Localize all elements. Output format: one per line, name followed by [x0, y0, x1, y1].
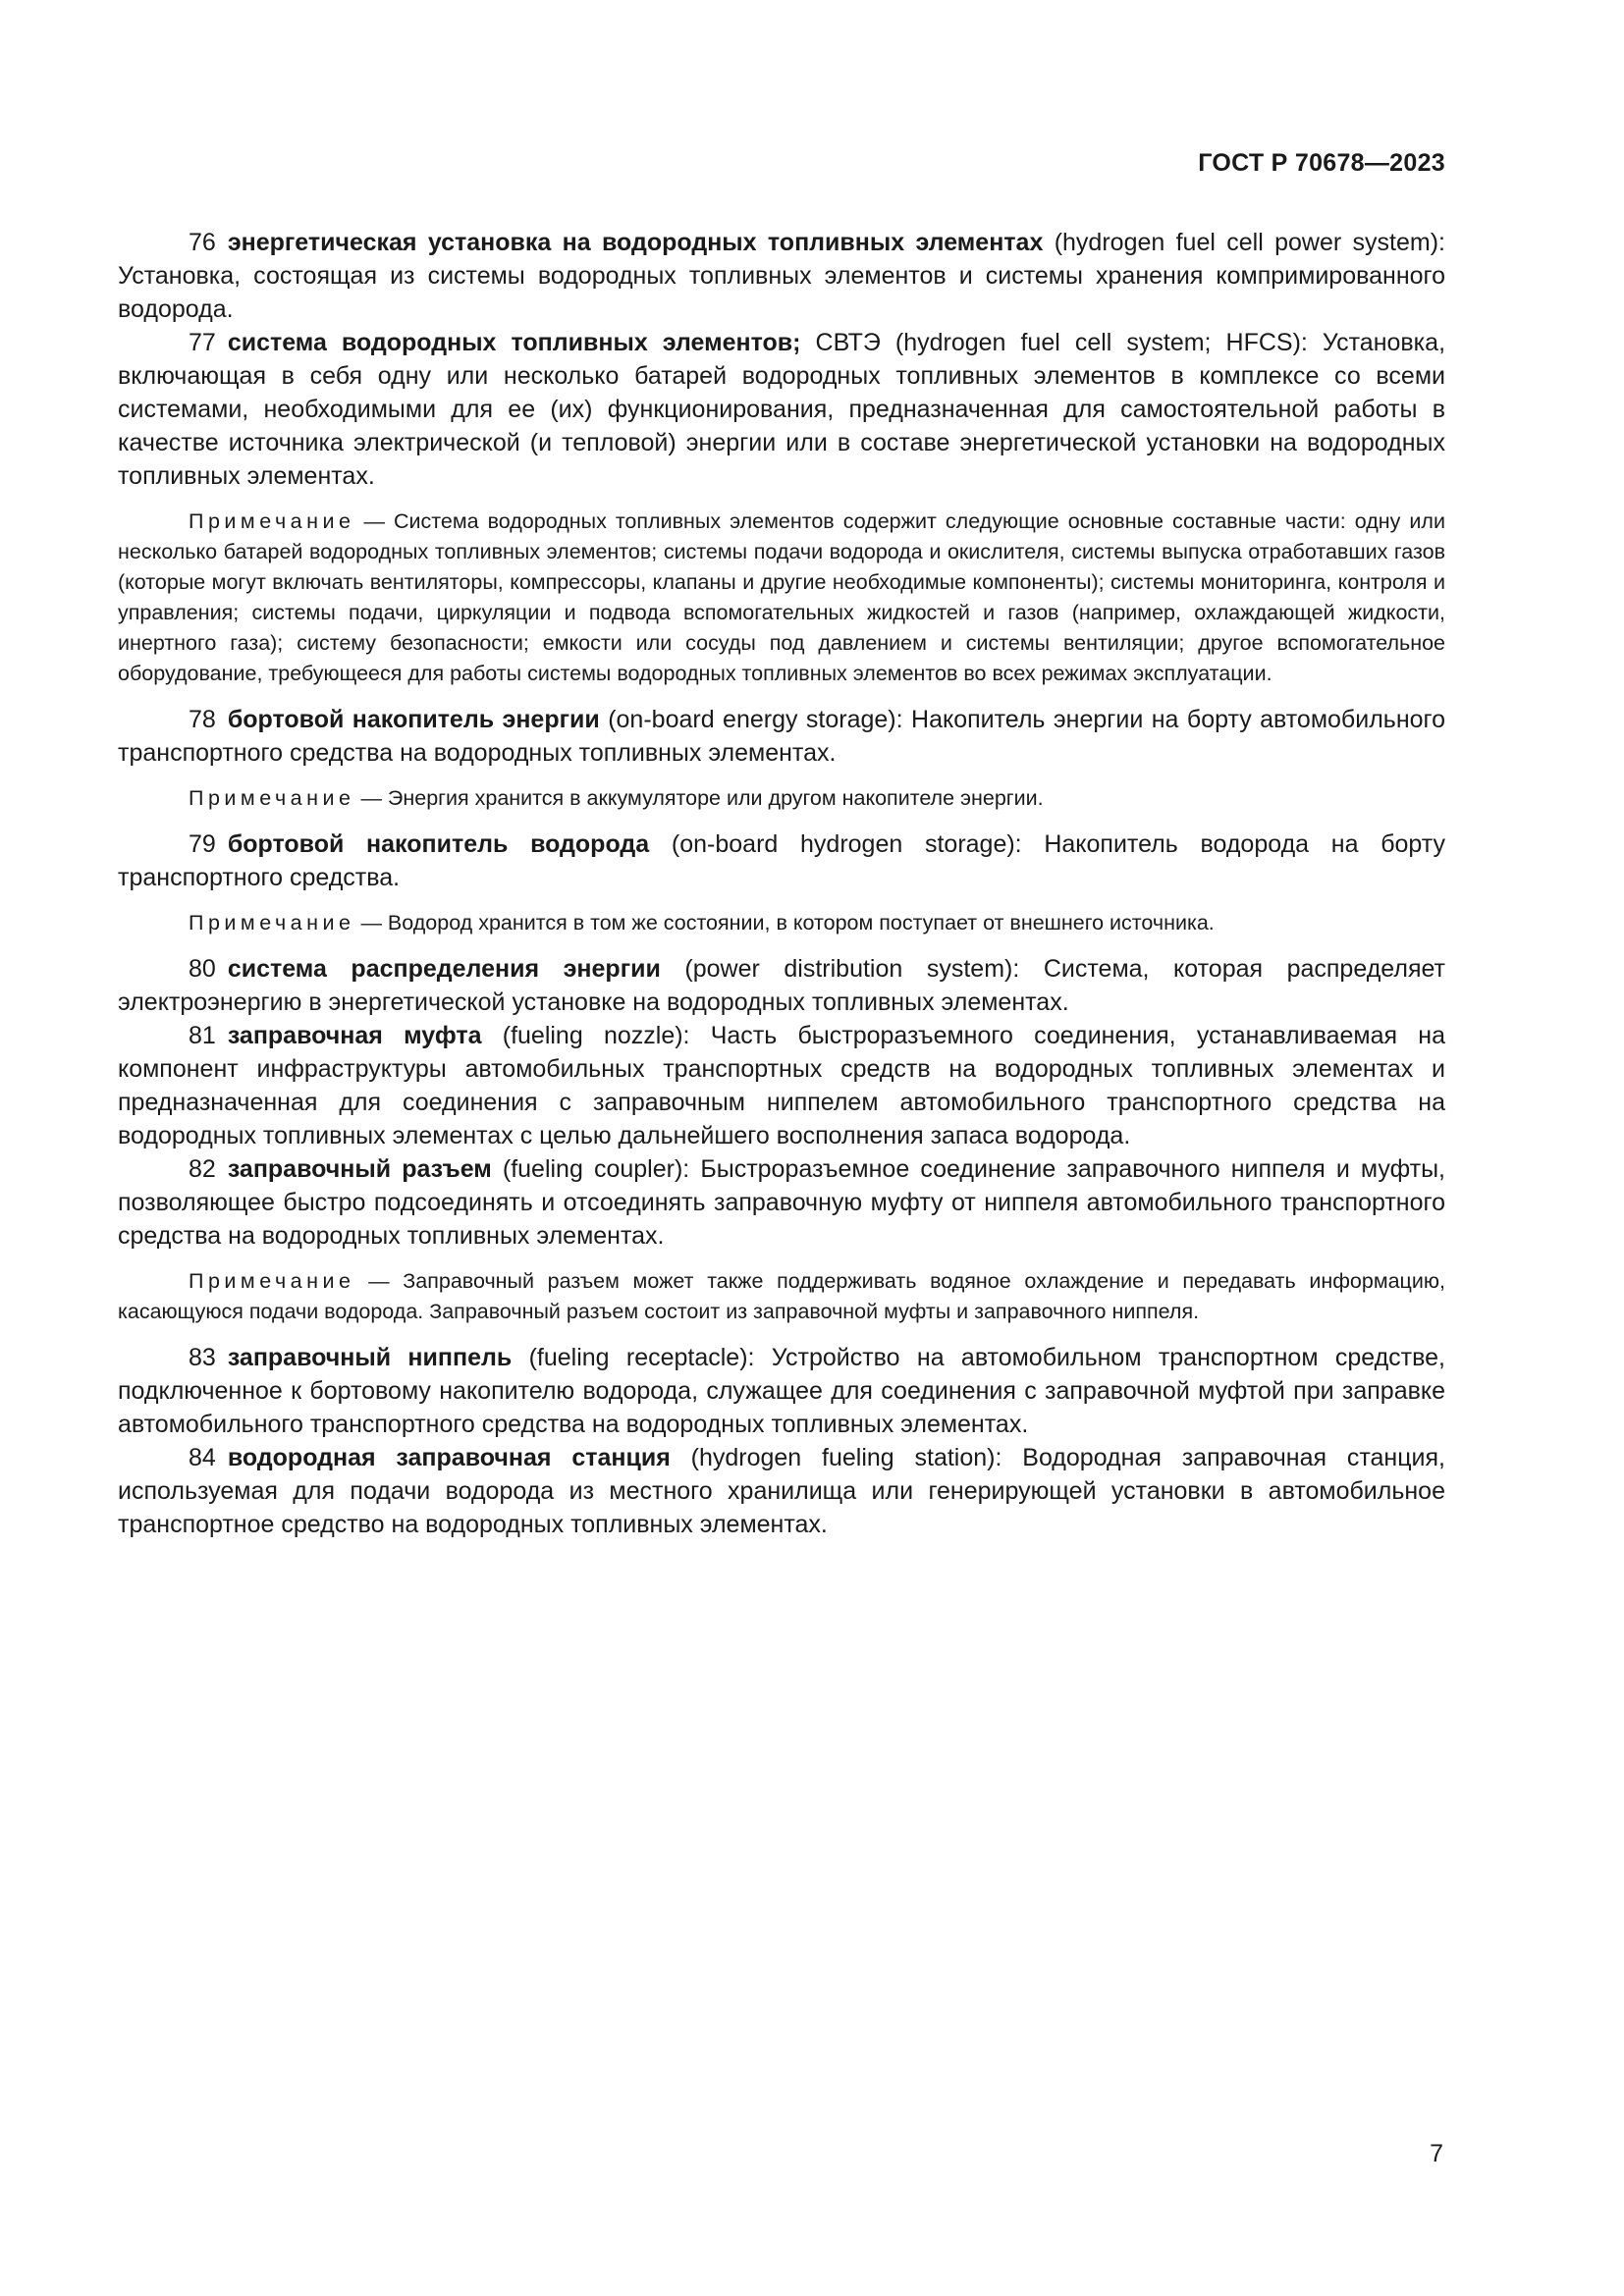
term-entry — [118, 1152, 1445, 1253]
term-name: бортовой накопитель водорода — [227, 830, 650, 858]
term-entry — [118, 1341, 1445, 1441]
term-english: (fueling receptacle): — [528, 1344, 755, 1371]
term-english: (fueling coupler): — [502, 1155, 690, 1183]
term-entry — [118, 1019, 1445, 1152]
standard-header: ГОСТ Р 70678—2023 — [1198, 149, 1445, 177]
term-name: заправочный разъем — [227, 1155, 492, 1183]
term-name: бортовой накопитель энергии — [227, 706, 600, 733]
term-number: 81 — [189, 1022, 216, 1049]
term-definition: Система, которая распределяет электроэнергию в энергетической установке на водородных топливных элементах. — [118, 955, 1445, 1016]
term-name: заправочная муфта — [227, 1022, 482, 1049]
term-english: (power distribution system): — [684, 955, 1020, 983]
term-number: 77 — [189, 329, 216, 356]
term-definition: Накопитель водорода на борту транспортного средства. — [118, 830, 1446, 891]
term-note — [118, 783, 1445, 814]
term-number: 79 — [189, 830, 216, 858]
term-number: 84 — [189, 1444, 216, 1471]
term-definition: Быстроразъемное соединение заправочного ниппеля и муфты, позволяющее быстро подсоединять и отсоединять заправочную муфту от ниппеля автомобильного транспортного средства на водородных топливных элементах. — [118, 1155, 1445, 1250]
page-number: 7 — [1430, 2140, 1443, 2167]
note-label: Примечание — [189, 786, 355, 810]
note-label: Примечание — [189, 911, 355, 934]
term-number: 83 — [189, 1344, 216, 1371]
term-note — [118, 1266, 1445, 1327]
term-name: энергетическая установка на водородных топливных элементах — [227, 229, 1044, 256]
note-text: — Заправочный разъем может также поддерживать водяное охлаждение и передавать информацию, касающуюся подачи водорода. Заправочный разъем состоит из заправочной муфты и заправочного ниппеля. — [118, 1269, 1445, 1323]
term-number: 82 — [189, 1155, 216, 1183]
term-english: (hydrogen fueling station): — [690, 1444, 1002, 1471]
term-english: (fueling nozzle): — [502, 1022, 690, 1049]
term-entry — [118, 828, 1445, 894]
term-note — [118, 908, 1445, 938]
term-number: 76 — [189, 229, 216, 256]
term-definition: Установка, состоящая из системы водородных топливных элементов и системы хранения компримированного водорода. — [118, 262, 1445, 323]
term-entry — [118, 952, 1445, 1019]
term-number: 78 — [189, 706, 216, 733]
term-abbreviation: СВТЭ — [815, 329, 881, 356]
term-definition: Водородная заправочная станция, используемая для подачи водорода из местного хранилища или генерирующей установки в автомобильное транспортное средство на водородных топливных элементах. — [118, 1444, 1446, 1538]
term-entry — [118, 226, 1445, 326]
term-definition: Устройство на автомобильном транспортном средстве, подключенное к бортовому накопителю водорода, служащее для соединения с заправочной муфтой при заправке автомобильного транспортного средства на водородных топливных элементах. — [118, 1344, 1445, 1438]
note-text: — Водород хранится в том же состоянии, в котором поступает от внешнего источника. — [360, 911, 1215, 934]
term-english: (hydrogen fuel cell system; HFCS): — [894, 329, 1308, 356]
term-name: система водородных топливных элементов; — [227, 329, 801, 356]
term-number: 80 — [189, 955, 216, 983]
terms-list — [118, 226, 1445, 1541]
term-name: заправочный ниппель — [227, 1344, 513, 1371]
term-name: система распределения энергии — [227, 955, 661, 983]
term-definition: Установка, включающая в себя одну или несколько батарей водородных топливных элементов в комплексе со всеми системами, необходимыми для ее (их) функционирования, предназначенная для самостоятельной работы в качестве источника электрической (и тепловой) энергии или в составе энергетической установки на водородных топливных элементах. — [118, 329, 1446, 490]
term-entry — [118, 326, 1445, 493]
term-english: (on-board hydrogen storage): — [671, 830, 1022, 858]
note-text: — Система водородных топливных элементов содержит следующие основные составные части: одну или несколько батарей водородных топливных элементов; системы подачи водорода и окислителя, системы выпуска отработавших газов (которые могут включать вентиляторы, компрессоры, клапаны и другие необходимые компоненты); системы мониторинга, контроля и управления; системы подачи, циркуляции и подвода вспомогательных жидкостей и газов (например, охлаждающей жидкости, инертного газа); систему безопасности; емкости или сосуды под давлением и системы вентиляции; другое вспомогательное оборудование, требующееся для работы системы водородных топливных элементов во всех режимах эксплуатации. — [118, 509, 1445, 685]
term-entry — [118, 1441, 1445, 1541]
term-entry — [118, 703, 1445, 770]
note-text: — Энергия хранится в аккумуляторе или другом накопителе энергии. — [360, 786, 1044, 810]
term-name: водородная заправочная станция — [227, 1444, 671, 1471]
term-definition: Часть быстроразъемного соединения, устанавливаемая на компонент инфраструктуры автомобильных транспортных средств на водородных топливных элементах и предназначенная для соединения с заправочным ниппелем автомобильного транспортного средства на водородных топливных элементах с целью дальнейшего восполнения запаса водорода. — [118, 1022, 1445, 1149]
term-english: (on-board energy storage): — [608, 706, 903, 733]
term-english: (hydrogen fuel cell power system): — [1054, 229, 1445, 256]
note-label: Примечание — [189, 509, 355, 533]
term-note — [118, 507, 1445, 689]
note-label: Примечание — [189, 1269, 355, 1293]
term-definition: Накопитель энергии на борту автомобильного транспортного средства на водородных топливных элементах. — [118, 706, 1446, 767]
